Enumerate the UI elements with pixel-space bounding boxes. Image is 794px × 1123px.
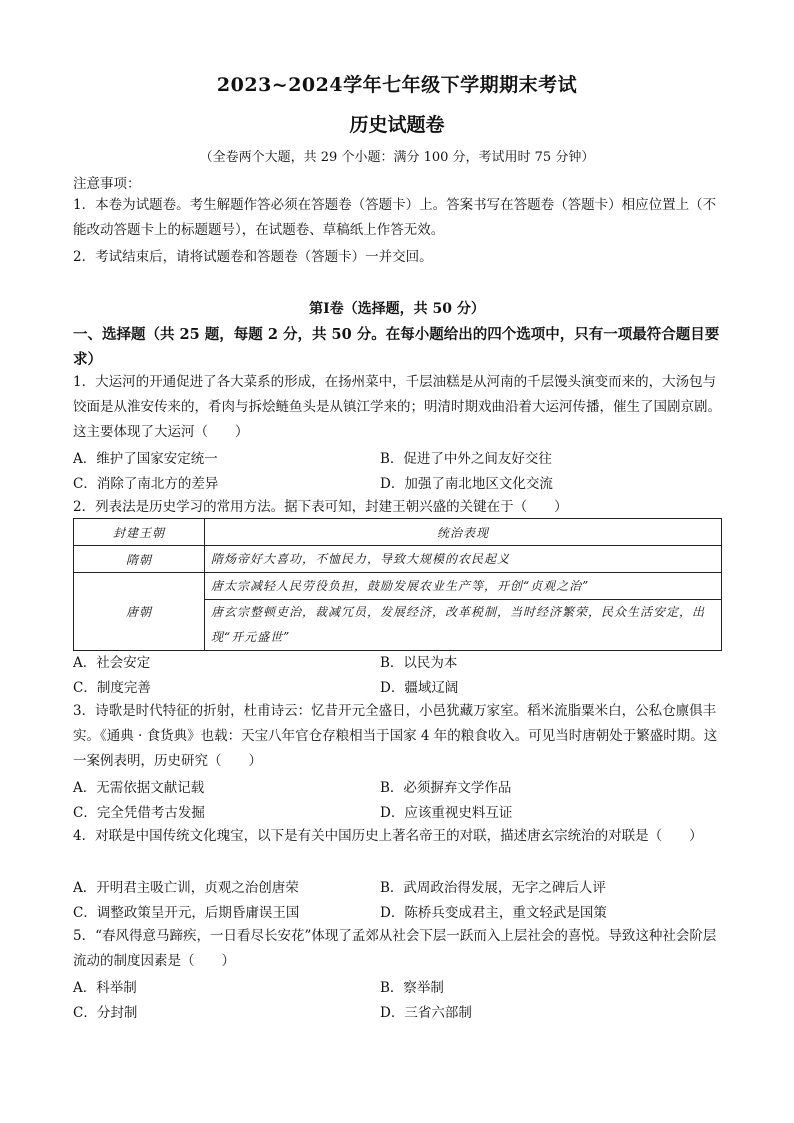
question-3-option-b: B．必须摒弃文学作品 (380, 780, 512, 796)
notice-item-2: 2．考试结束后，请将试题卷和答题卷（答题卡）一并交回。 (73, 249, 433, 265)
table-header-dynasty: 封建王朝 (74, 519, 205, 546)
question-4-option-a: A．开明君主吸亡训，贞观之治创唐荣 (73, 880, 299, 896)
notice-item-1: 1．本卷为试题卷。考生解题作答必须在答题卷（答题卡）上。答案书写在答题卷（答题卡）相应位置上（不能改动答题卡上的标题题号），在试题卷、草稿纸上作答无效。 (73, 197, 717, 238)
question-1-option-a: A．维护了国家安定统一 (73, 451, 218, 467)
question-1-option-d: D．加强了南北地区文化交流 (380, 476, 553, 492)
section-title: 第Ⅰ卷（选择题，共 50 分） (309, 301, 485, 317)
question-2-stem: 2．列表法是历史学习的常用方法。据下表可知，封建王朝兴盛的关键在于（ ） (73, 499, 568, 515)
section-heading: 一、选择题（共 25 题，每题 2 分，共 50 分。在每小题给出的四个选项中，只有一项最符合题目要求） (73, 326, 720, 368)
question-2-option-c: C．制度完善 (73, 680, 151, 696)
table-cell-tang-desc-1: 唐太宗减轻人民劳役负担，鼓励发展农业生产等，开创“贞观之治” (205, 573, 722, 600)
table-cell-sui: 隋朝 (74, 546, 205, 573)
question-4-option-d: D．陈桥兵变成君主，重文轻武是国策 (380, 905, 607, 921)
question-4-option-c: C．调整政策呈开元，后期昏庸误王国 (73, 905, 300, 921)
question-5-option-c: C．分封制 (73, 1005, 138, 1021)
question-4-stem: 4．对联是中国传统文化瑰宝，以下是有关中国历史上著名帝王的对联，描述唐玄宗统治的对联是（ ） (73, 828, 703, 844)
question-1-option-c: C．消除了南北方的差异 (73, 476, 219, 492)
question-5-option-a: A．科举制 (73, 980, 137, 996)
question-2-option-d: D．疆域辽阔 (380, 680, 459, 696)
exam-title: 2023~2024学年七年级下学期期末考试 (216, 74, 578, 96)
question-3-option-c: C．完全凭借考古发掘 (73, 805, 205, 821)
question-3-stem: 3．诗歌是时代特征的折射，杜甫诗云：忆昔开元全盛日，小邑犹藏万家室。稻米流脂粟米白，公私仓廪俱丰实。《通典 · 食货典》也载：天宝八年官仓存粮相当于国家 4 年的粮食收入。可见当时唐朝处于繁盛时期。这一案例表明，历史研究（ ） (73, 703, 718, 769)
question-5-option-d: D．三省六部制 (380, 1005, 472, 1021)
question-1-option-b: B．促进了中外之间友好交往 (380, 451, 552, 467)
question-2-option-a: A．社会安定 (73, 655, 151, 671)
question-5-stem: 5．“春风得意马蹄疾，一日看尽长安花”体现了孟郊从社会下层一跃而入上层社会的喜悦。导致这种社会阶层流动的制度因素是（ ） (73, 928, 717, 969)
table-cell-tang-desc-2: 唐玄宗整顿吏治，裁减冗员，发展经济，改革税制，当时经济繁荣，民众生活安定，出现“开元盛世” (205, 600, 722, 651)
exam-subtitle: （全卷两个大题，共 29 个小题：满分 100 分，考试用时 75 分钟） (199, 150, 595, 165)
question-4-option-b: B．武周政治得发展，无字之碑后人评 (380, 880, 606, 896)
table-header-performance: 统治表现 (205, 519, 722, 546)
question-5-option-b: B．察举制 (380, 980, 444, 996)
question-3-option-d: D．应该重视史料互证 (380, 805, 513, 821)
question-2-option-b: B．以民为本 (380, 655, 458, 671)
question-3-option-a: A．无需依据文献记载 (73, 780, 205, 796)
table-cell-sui-desc: 隋炀帝好大喜功，不恤民力，导致大规模的农民起义 (205, 546, 722, 573)
question-1-stem: 1．大运河的开通促进了各大菜系的形成，在扬州菜中，千层油糕是从河南的千层馒头演变而来的，大汤包与饺面是从淮安传来的，肴肉与拆烩鲢鱼头是从镇江学来的；明清时期戏曲沿着大运河传播，催生了国剧京剧。这主要体现了大运河（ ） (73, 374, 721, 440)
dynasty-table (73, 518, 722, 651)
notice-heading: 注意事项： (73, 176, 141, 192)
subject-title: 历史试题卷 (349, 114, 445, 136)
table-cell-tang: 唐朝 (74, 573, 205, 651)
